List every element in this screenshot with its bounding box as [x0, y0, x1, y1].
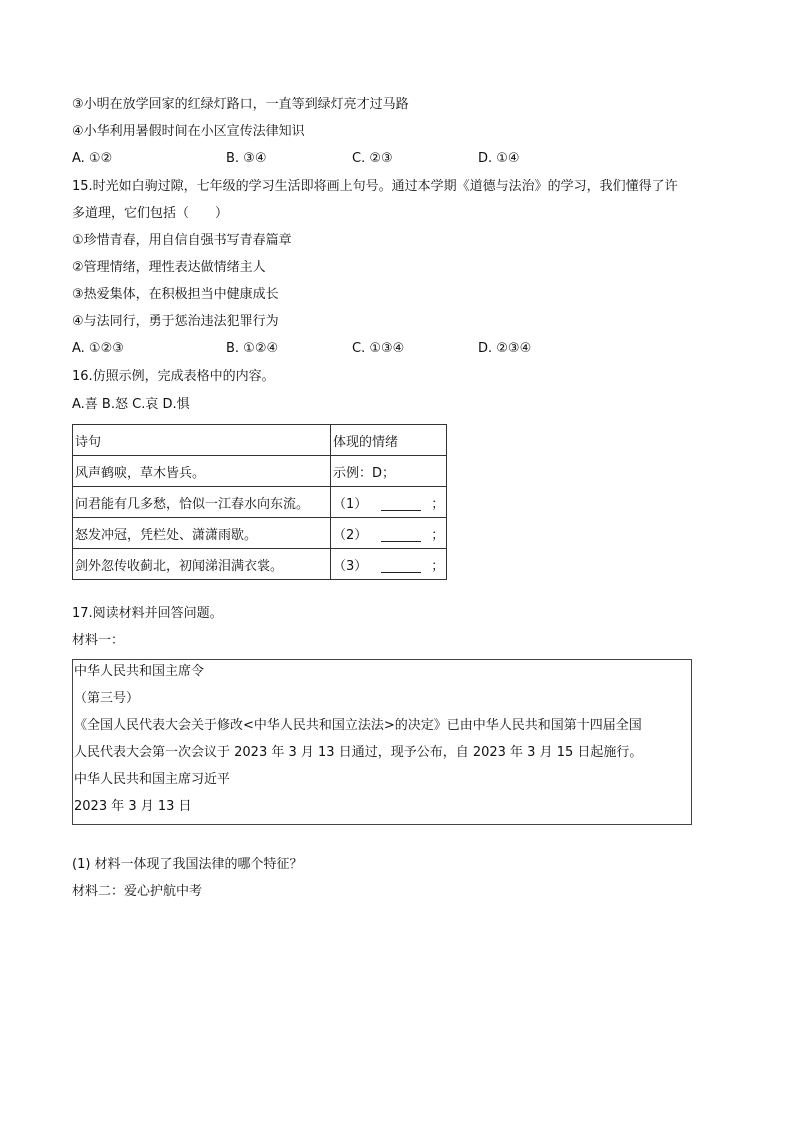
material1-label: 材料一： [72, 633, 125, 648]
q15-item-2: ②管理情绪，理性表达做情绪主人 [72, 260, 266, 275]
emotion-table [72, 424, 447, 580]
q15-item-4: ④与法同行，勇于惩治违法犯罪行为 [72, 314, 279, 329]
q15-item-1: ①珍惜青春，用自信自强书写青春篇章 [72, 233, 292, 248]
order-body-line1: 《全国人民代表大会关于修改<中华人民共和国立法法>的决定》已由中华人民共和国第十四届全国 [74, 718, 642, 733]
emotion-cell [331, 549, 447, 580]
semicolon: ； [431, 558, 445, 574]
q15-stem-line1: 15.时光如白驹过隙，七年级的学习生活即将画上句号。通过本学期《道德与法治》的学习，我们懂得了许 [72, 179, 678, 194]
order-number: （第三号） [74, 691, 140, 706]
answer-blank[interactable] [381, 560, 421, 573]
answer-blank[interactable] [381, 498, 421, 511]
header-poem: 诗句 [73, 425, 331, 456]
blank-label: （1） [333, 496, 368, 512]
table-header-row [73, 425, 447, 456]
order-title: 中华人民共和国主席令 [74, 664, 205, 679]
header-emotion: 体现的情绪 [331, 425, 447, 456]
q14-option-a[interactable]: A. ①② [72, 151, 113, 166]
q15-option-c[interactable]: C. ①③④ [352, 341, 405, 356]
answer-blank[interactable] [381, 529, 421, 542]
order-date: 2023 年 3 月 13 日 [74, 799, 192, 814]
q14-option-b[interactable]: B. ③④ [226, 151, 267, 166]
q15-option-b[interactable]: B. ①②④ [226, 341, 279, 356]
statement-4: ④小华利用暑假时间在小区宣传法律知识 [72, 124, 305, 139]
table-row [73, 549, 447, 580]
blank-label: （3） [333, 558, 368, 574]
table-row [73, 518, 447, 549]
q14-option-c[interactable]: C. ②③ [352, 151, 393, 166]
q17-stem: 17.阅读材料并回答问题。 [72, 606, 223, 621]
q15-item-3: ③热爱集体，在积极担当中健康成长 [72, 287, 279, 302]
q17-sub1: (1) 材料一体现了我国法律的哪个特征？ [72, 857, 303, 872]
statement-3: ③小明在放学回家的红绿灯路口，一直等到绿灯亮才过马路 [72, 97, 409, 112]
semicolon: ； [431, 496, 445, 512]
q16-stem: 16.仿照示例，完成表格中的内容。 [72, 369, 275, 384]
table-row [73, 487, 447, 518]
poem-cell: 剑外忽传收蓟北，初闻涕泪满衣裳。 [73, 549, 331, 580]
poem-cell: 怒发冲冠，凭栏处、潇潇雨歇。 [73, 518, 331, 549]
q15-option-a[interactable]: A. ①②③ [72, 341, 124, 356]
q16-choices: A.喜 B.怒 C.哀 D.惧 [72, 397, 190, 412]
emotion-cell: 示例：D； [331, 456, 447, 487]
q14-option-d[interactable]: D. ①④ [478, 151, 520, 166]
q15-option-d[interactable]: D. ②③④ [478, 341, 532, 356]
presidential-order-box [72, 659, 692, 825]
order-body-line2: 人民代表大会第一次会议于 2023 年 3 月 13 日通过，现予公布，自 2023 年 3 月 15 日起施行。 [74, 745, 643, 760]
poem-cell: 风声鹤唳，草木皆兵。 [73, 456, 331, 487]
poem-cell: 问君能有几多愁，恰似一江春水向东流。 [73, 487, 331, 518]
q15-stem-line2: 多道理，它们包括（ ） [72, 206, 229, 221]
emotion-cell [331, 487, 447, 518]
semicolon: ； [431, 527, 445, 543]
material2-label: 材料二：爱心护航中考 [72, 884, 203, 899]
emotion-cell [331, 518, 447, 549]
blank-label: （2） [333, 527, 368, 543]
table-row [73, 456, 447, 487]
order-signature: 中华人民共和国主席习近平 [74, 772, 231, 787]
